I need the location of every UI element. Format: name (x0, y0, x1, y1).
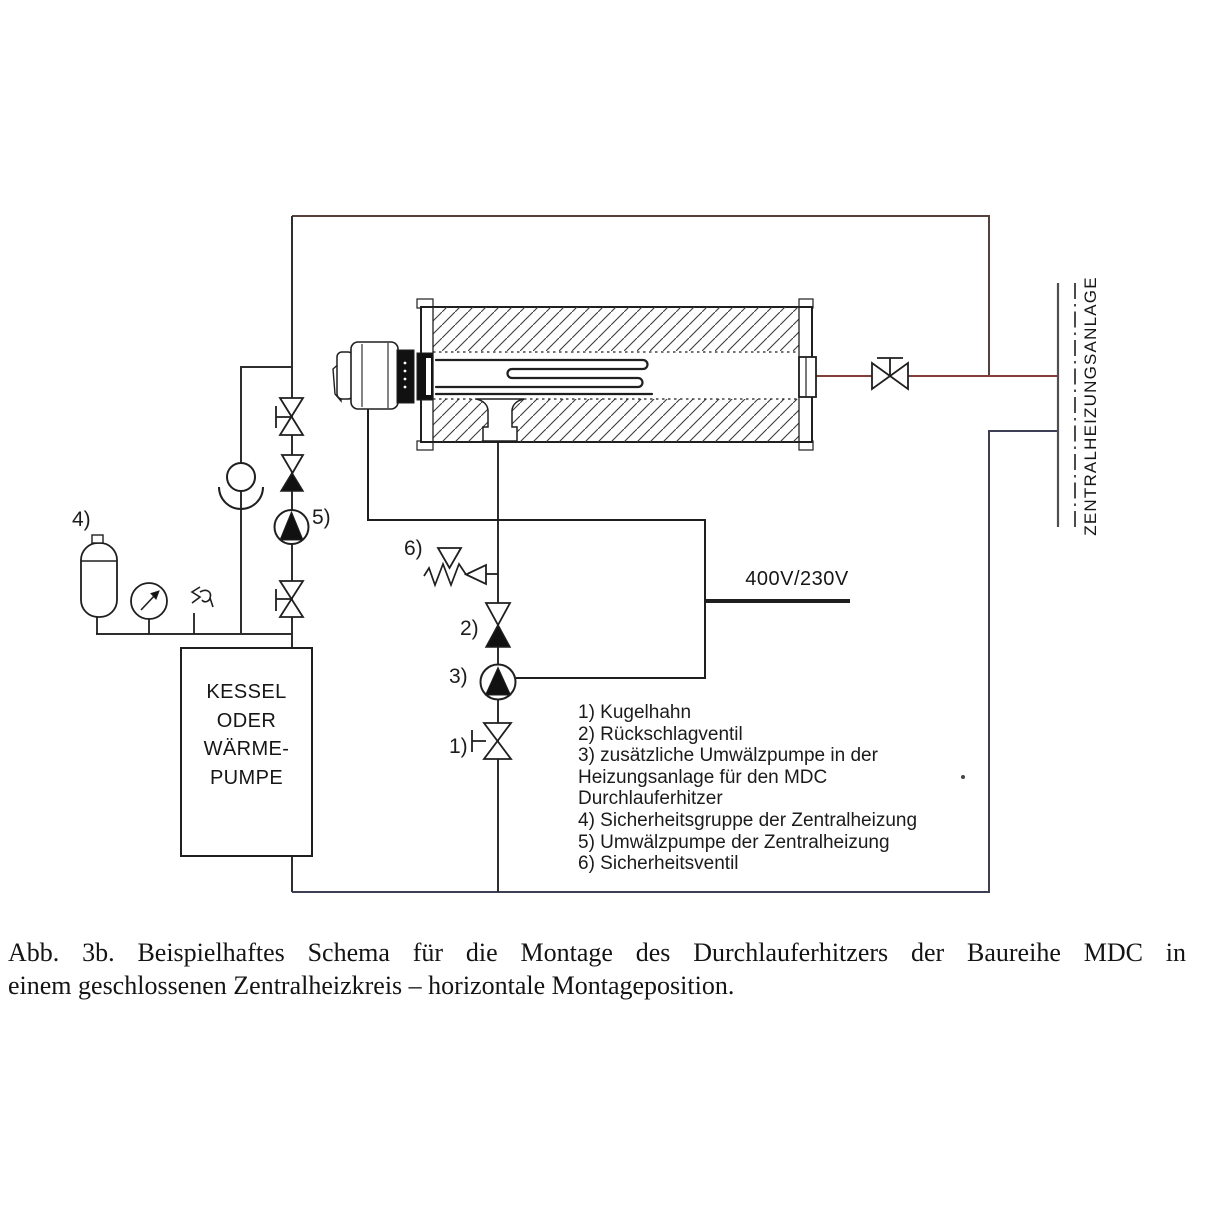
expansion-vessel (81, 543, 117, 617)
legend-line: Durchlauferhitzer (578, 788, 723, 810)
terminal-dot (404, 386, 407, 389)
caption-line-2: einem geschlossenen Zentralheizkreis – horizontale Montageposition. (8, 971, 735, 1000)
funnel-ball (227, 463, 255, 491)
safety-valve-6 (424, 548, 498, 585)
valve-handle (472, 730, 486, 752)
valve-body-top (484, 723, 511, 741)
power-wiring (368, 409, 850, 678)
label-3: 3) (449, 665, 468, 688)
valve-body-left (872, 363, 890, 389)
ball-valve-bottom-left (276, 581, 303, 617)
heater-outlet-fitting (799, 357, 816, 397)
legend-line: 4) Sicherheitsgruppe der Zentralheizung (578, 809, 918, 831)
pump-5-circulation (275, 510, 309, 544)
check-valve-open-half (486, 603, 510, 625)
legend-line: Heizungsanlage für den MDC (578, 766, 828, 788)
check-valve-left (281, 455, 303, 491)
valve-body-right (890, 363, 908, 389)
legend-line: 1) Kugelhahn (578, 702, 692, 723)
legend-line: 3) zusätzliche Umwälzpumpe in der (578, 745, 878, 767)
valve-body-top (280, 398, 303, 417)
label-4: 4) (72, 508, 91, 531)
label-1: 1) (449, 735, 468, 758)
cap-terminal-band (397, 350, 414, 403)
legend-line: 2) Rückschlagventil (578, 723, 743, 745)
legend-line: 6) Sicherheitsventil (578, 853, 739, 875)
boiler-label-line: WÄRME- (203, 738, 290, 760)
heater-insulation-top (433, 307, 799, 351)
ball-valve-top-left (276, 398, 303, 435)
check-valve-open-half (282, 455, 303, 473)
valve-cone (466, 565, 486, 584)
cap-flange-slot (426, 358, 431, 395)
check-valve-2 (486, 603, 510, 647)
shutoff-valve-hot-line (872, 358, 908, 389)
central-heating-connection (1058, 283, 1075, 531)
terminal-dot (404, 378, 407, 381)
safety-group-4 (81, 535, 213, 634)
valve-body-bottom (280, 417, 303, 436)
boiler-label (181, 678, 312, 792)
ball-valve-1 (472, 723, 511, 759)
valve-body-top (280, 581, 303, 599)
heater-unit (333, 299, 816, 450)
check-valve-filled-half (281, 473, 303, 491)
vessel-nipple (92, 535, 103, 543)
power-rating-label: 400V/230V (745, 568, 849, 590)
terminal-dot (404, 370, 407, 373)
label-6: 6) (404, 537, 423, 560)
caption-line-1: Abb. 3b. Beispielhaftes Schema für die Montage des Durchlauferhitzers der Baureihe MDC in (8, 938, 1186, 967)
heater-terminal-cap (333, 342, 433, 409)
boiler-label-line: KESSEL (206, 681, 287, 703)
label-2: 2) (460, 617, 479, 640)
pump-3-additional (481, 665, 516, 700)
check-valve-filled-half (486, 625, 510, 647)
boiler-label-line: ODER (216, 709, 277, 732)
valve-body-bottom (280, 599, 303, 617)
air-vent-zigzag (192, 587, 200, 603)
label-5: 5) (312, 506, 331, 529)
branch-pipe (241, 367, 292, 634)
valve-body-bottom (484, 741, 511, 759)
cap-body (351, 342, 398, 409)
legend (578, 702, 1018, 875)
central-heating-system-label: ZENTRALHEIZUNGSANLAGE (1081, 276, 1100, 536)
terminal-dot (404, 362, 407, 365)
boiler-label-line: PUMPE (209, 766, 284, 789)
legend-line: 5) Umwälzpumpe der Zentralheizung (578, 831, 890, 853)
figure-caption (8, 936, 1186, 1002)
valve-spring (424, 564, 466, 585)
valve-relief-cone (438, 548, 461, 568)
air-vent-hook (200, 590, 213, 607)
